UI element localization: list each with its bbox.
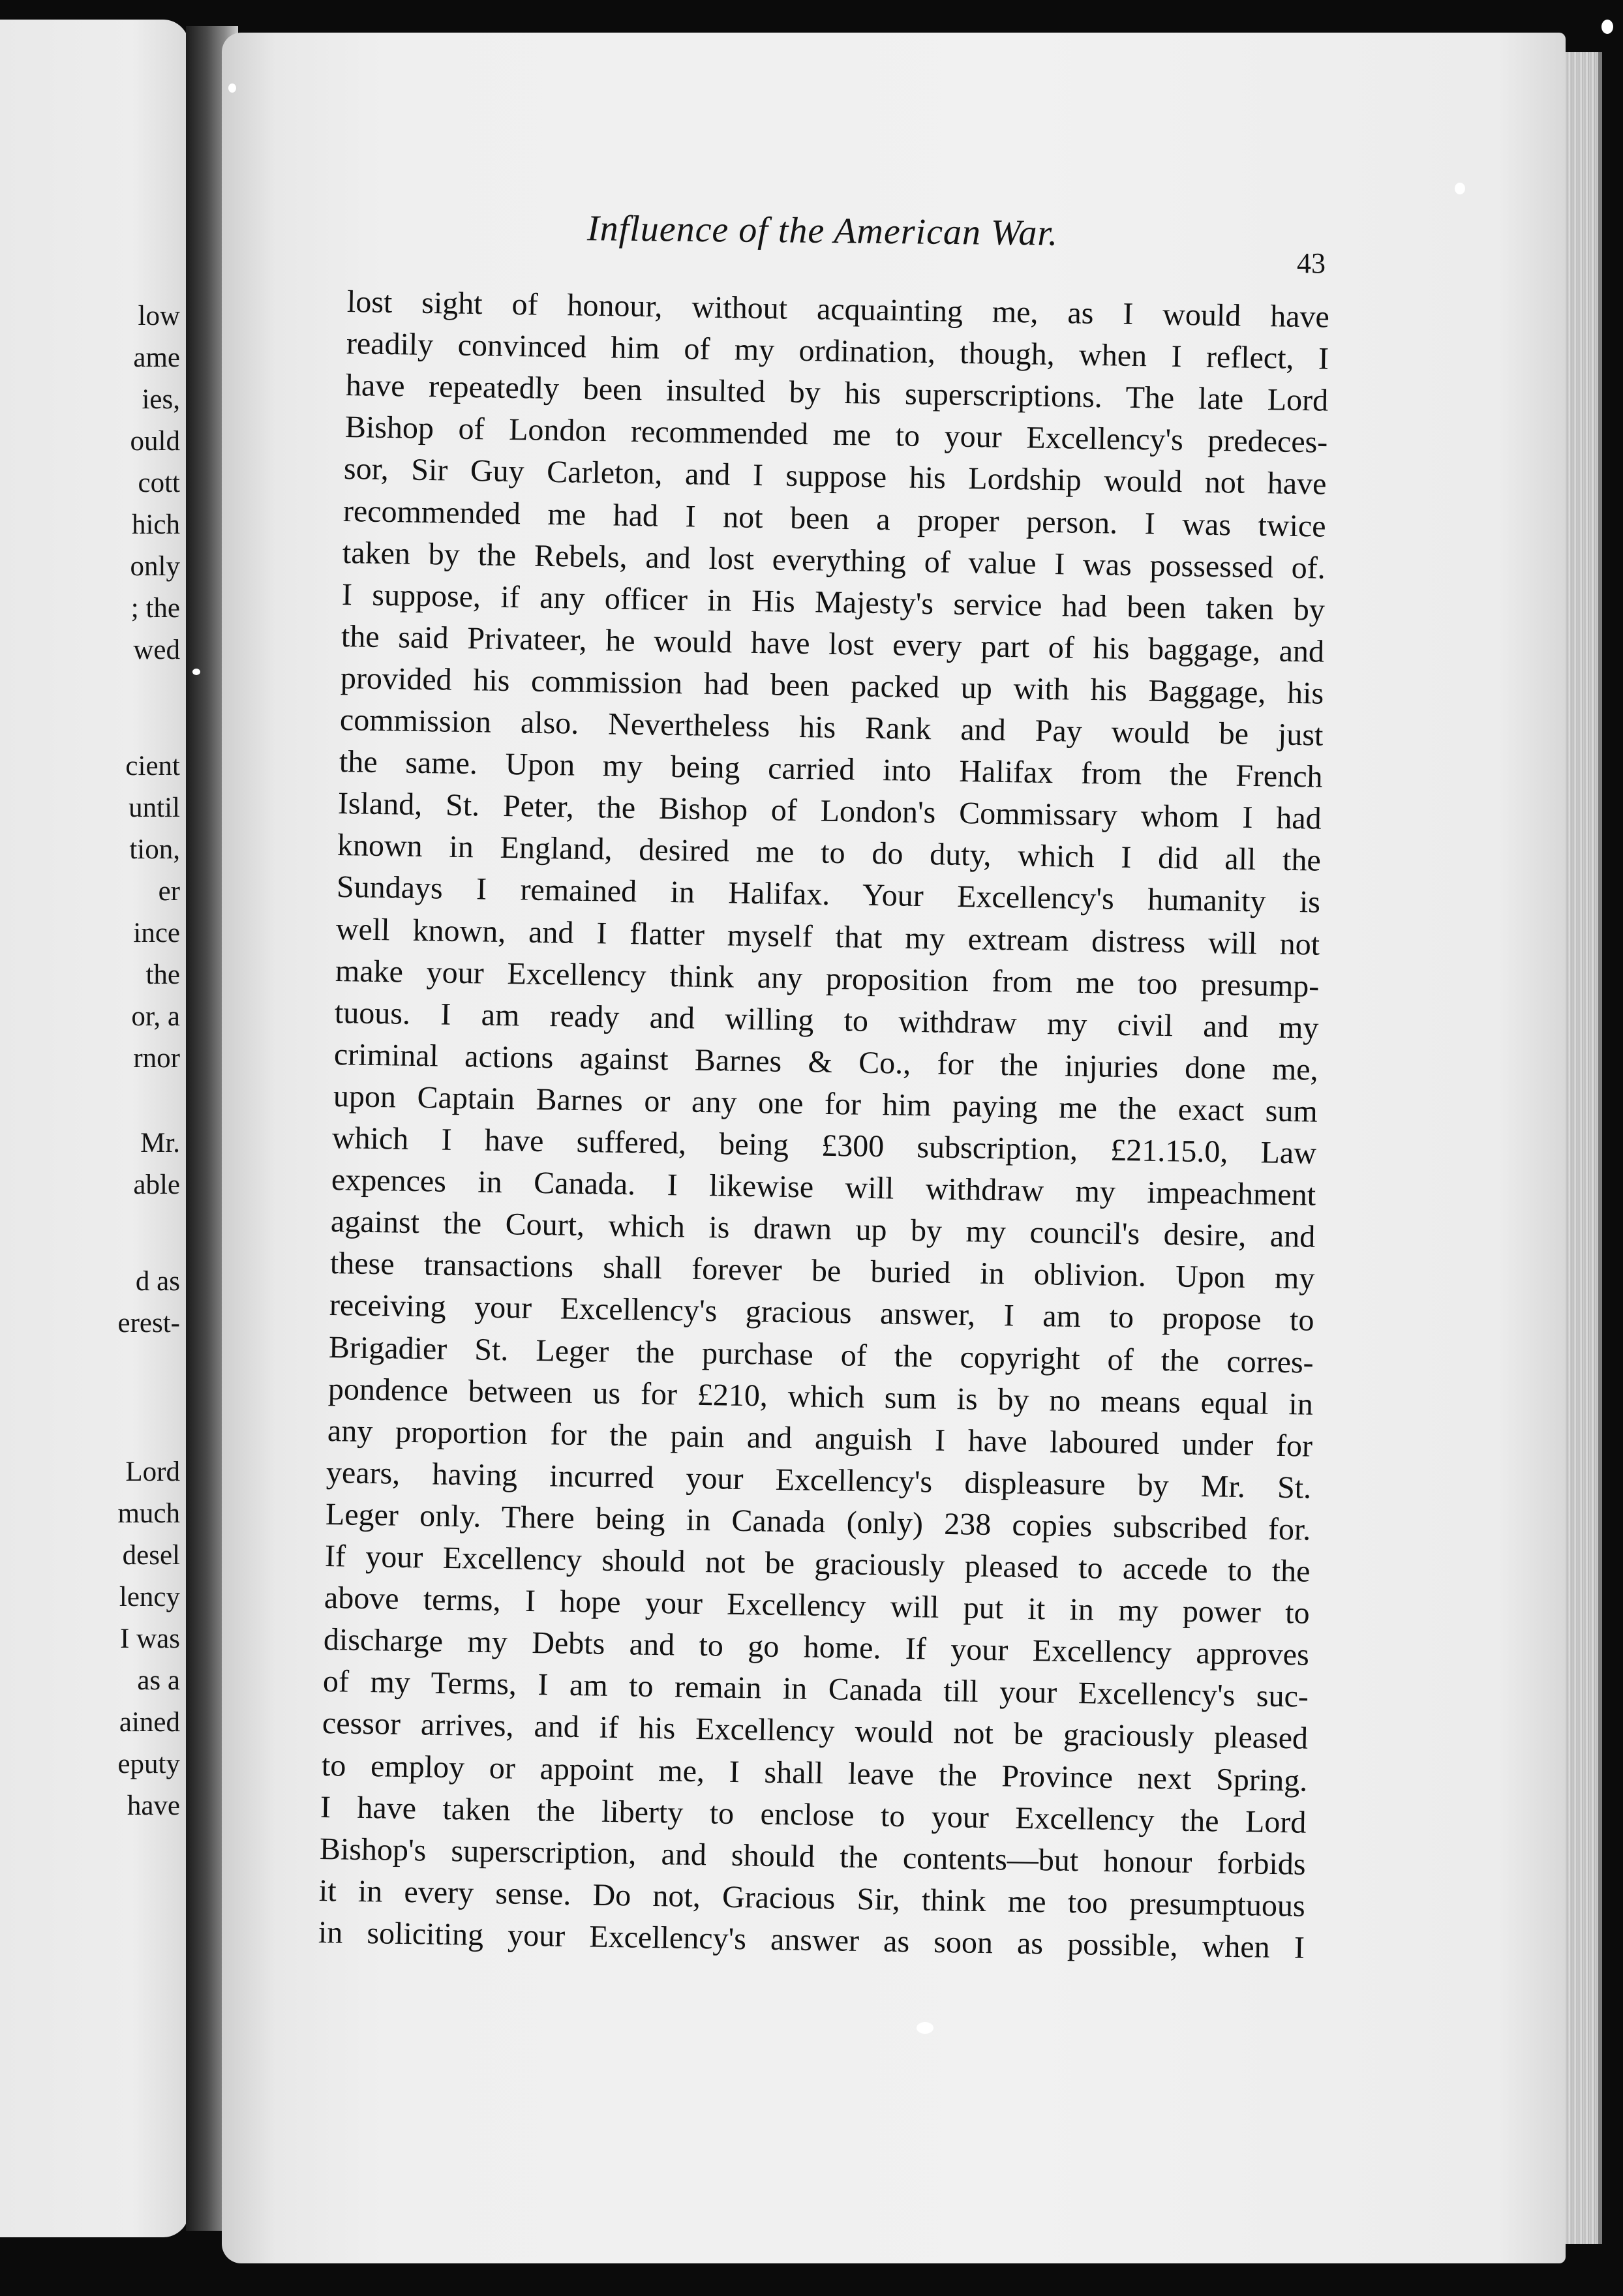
text-line: any proportion for the pain and anguish I have laboured under for — [327, 1413, 1312, 1464]
text-line: sor, Sir Guy Carleton, and I suppose his Lordship would not have — [344, 451, 1327, 502]
text-line: against the Court, which is drawn up by my council's desire, and — [330, 1204, 1316, 1254]
left-page-line-fragment: as a — [137, 1665, 180, 1696]
text-line: taken by the Rebels, and lost everything of value I was possessed of. — [342, 535, 1326, 586]
left-page-line-fragment: ame — [133, 342, 180, 373]
left-page-line-fragment: only — [130, 551, 180, 582]
left-page-line-fragment: much — [117, 1498, 180, 1529]
text-line: which I have suffered, being £300 subscription, £21.15.0, Law — [332, 1121, 1317, 1171]
running-head: Influence of the American War. — [586, 208, 1059, 254]
text-line: cessor arrives, and if his Excellency would not be graciously pleased — [322, 1706, 1309, 1757]
text-line: years, having incurred your Excellency's displeasure by Mr. St. — [326, 1455, 1312, 1505]
dust-speck — [192, 669, 200, 675]
text-line: Sundays I remained in Halifax. Your Excellency's humanity is — [336, 869, 1321, 920]
left-page-line-fragment: rnor — [133, 1043, 180, 1074]
text-line: the said Privateer, he would have lost every part of his baggage, and — [341, 618, 1325, 669]
left-page-line-fragment: ies, — [142, 384, 180, 415]
text-line: make your Excellency think any proposition from me too presump- — [335, 953, 1320, 1004]
text-line: recommended me had I not been a proper person. I was twice — [342, 493, 1327, 544]
left-page-line-fragment: Mr. — [140, 1128, 180, 1158]
left-page-line-fragment: ould — [130, 426, 180, 457]
left-page-line-fragment: Lord — [125, 1457, 180, 1487]
left-page-line-fragment: lency — [119, 1582, 180, 1612]
text-line: Bishop of London recommended me to your Excellency's predeces- — [344, 410, 1328, 460]
left-page-line-fragment: until — [129, 793, 180, 823]
left-page-line-fragment: have — [127, 1790, 180, 1821]
text-line: receiving your Excellency's gracious answer, I am to propose to — [329, 1288, 1314, 1338]
text-line: of my Terms, I am to remain in Canada till your Excellency's suc- — [322, 1664, 1309, 1715]
text-line: pondence between us for £210, which sum is by no means equal in — [327, 1371, 1313, 1422]
text-line: in soliciting your Excellency's answer as soon as possible, when I — [318, 1914, 1305, 1965]
text-line: Leger only. There being in Canada (only) 238 copies subscribed for. — [325, 1496, 1311, 1547]
left-page-line-fragment: d as — [135, 1266, 180, 1297]
text-line: expences in Canada. I likewise will withdraw my impeachment — [331, 1162, 1316, 1213]
text-line: to employ or appoint me, I shall leave the Province next Spring. — [321, 1747, 1308, 1798]
text-line: have repeatedly been insulted by his superscriptions. The late Lord — [345, 368, 1329, 418]
dust-speck — [917, 2022, 933, 2034]
text-line: lost sight of honour, without acquainting me, as I would have — [346, 284, 1330, 335]
text-line: the same. Upon my being carried into Halifax from the French — [339, 744, 1323, 794]
left-page-line-fragment: ; the — [130, 593, 180, 624]
left-page-line-fragment: cient — [125, 751, 180, 781]
text-line: upon Captain Barnes or any one for him paying me the exact sum — [333, 1078, 1318, 1129]
text-line: Brigadier St. Leger the purchase of the copyright of the corres- — [328, 1329, 1314, 1380]
dust-speck — [228, 83, 236, 93]
text-line: well known, and I flatter myself that my extream distress will not — [335, 911, 1320, 962]
left-page-line-fragment: er — [158, 876, 180, 907]
text-line: above terms, I hope your Excellency will put it in my power to — [324, 1580, 1311, 1631]
dust-speck — [1455, 183, 1465, 194]
left-page-line-fragment: desel — [122, 1540, 180, 1571]
text-line: it in every sense. Do not, Gracious Sir, think me too presumptuous — [318, 1873, 1306, 1924]
left-page-line-fragment: wed — [133, 635, 180, 665]
left-page-line-fragment: ained — [119, 1707, 180, 1738]
left-page-line-fragment: low — [138, 301, 180, 331]
dust-speck — [1601, 20, 1613, 34]
text-line: Island, St. Peter, the Bishop of London's Commissary whom I had — [338, 786, 1322, 836]
text-line: provided his commission had been packed up with his Baggage, his — [340, 660, 1324, 711]
text-line: criminal actions against Barnes & Co., for the injuries done me, — [333, 1036, 1318, 1087]
left-page-line-fragment: ince — [133, 918, 180, 948]
text-line: Bishop's superscription, and should the contents—but honour forbids — [319, 1831, 1307, 1882]
text-line: these transactions shall forever be buried in oblivion. Upon my — [329, 1246, 1315, 1297]
page-number: 43 — [1297, 247, 1326, 279]
left-page-line-fragment: I was — [120, 1624, 180, 1654]
text-line: I suppose, if any officer in His Majesty's service had been taken by — [341, 577, 1326, 627]
text-line: discharge my Debts and to go home. If your Excellency approves — [323, 1622, 1310, 1672]
text-line: commission also. Nevertheless his Rank and Pay would be just — [339, 702, 1324, 753]
left-page-line-fragment: able — [133, 1170, 180, 1200]
left-page-line-fragment: eputy — [117, 1749, 180, 1779]
left-page-line-fragment: the — [145, 959, 180, 990]
text-line: readily convinced him of my ordination, though, when I reflect, I — [346, 326, 1329, 376]
text-line: If your Excellency should not be graciously pleased to accede to the — [324, 1539, 1311, 1589]
text-line: tuous. I am ready and willing to withdraw my civil and my — [334, 995, 1319, 1046]
left-page-line-fragment: erest- — [117, 1308, 180, 1338]
left-page-line-fragment: hich — [131, 509, 180, 540]
text-line: I have taken the liberty to enclose to your Excellency the Lord — [320, 1789, 1307, 1840]
left-page-line-fragment: or, a — [131, 1001, 180, 1032]
left-page-line-fragment: tion, — [129, 834, 180, 865]
left-page-line-fragment: cott — [138, 468, 180, 498]
text-line: known in England, desired me to do duty, which I did all the — [337, 828, 1322, 878]
